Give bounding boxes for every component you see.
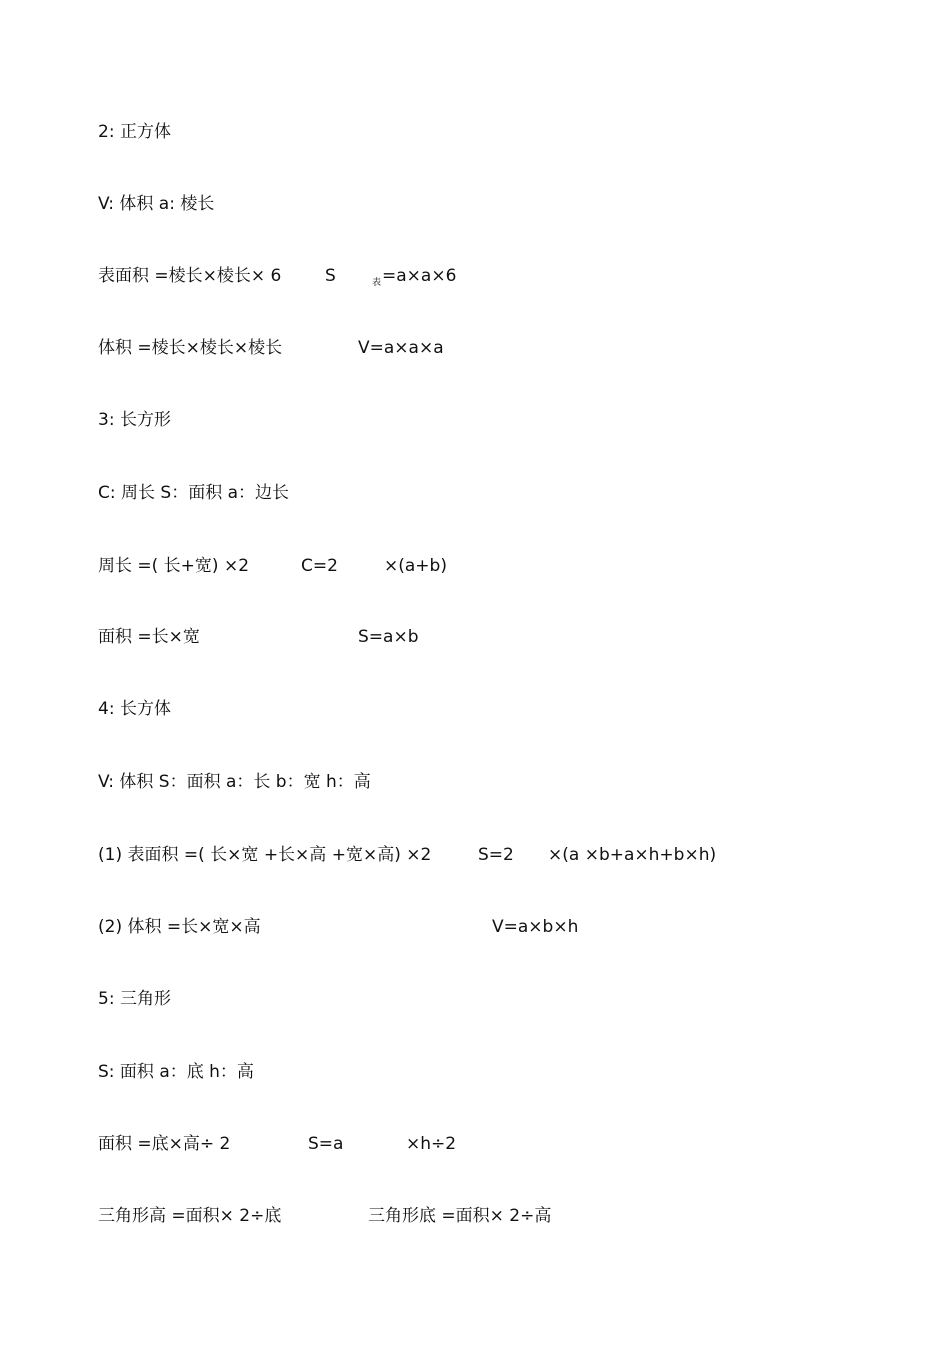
formula-expression: S=a×b bbox=[358, 627, 419, 647]
definition-text: V: 体积 S：面积 a：长 b：宽 h：高 bbox=[98, 772, 371, 792]
formula-expression: S=2 bbox=[478, 845, 514, 865]
heading-text: 4: 长方体 bbox=[98, 699, 171, 719]
heading-text: 2: 正方体 bbox=[98, 122, 171, 142]
subscript-label: 表 bbox=[372, 278, 382, 288]
formula-expression-tail: ×(a+b) bbox=[384, 556, 447, 576]
formula-symbol: S bbox=[325, 266, 336, 286]
formula-expression-tail: ×h÷2 bbox=[406, 1134, 457, 1154]
formula-expression: S=a bbox=[308, 1134, 344, 1154]
formula-words: 面积 =底×高÷ 2 bbox=[98, 1134, 231, 1154]
formula-expression: V=a×a×a bbox=[358, 338, 444, 358]
formula-expression: V=a×b×h bbox=[492, 917, 579, 937]
formula-words: 体积 =棱长×棱长×棱长 bbox=[98, 338, 283, 358]
formula-base: 三角形底 =面积× 2÷高 bbox=[368, 1206, 552, 1226]
formula-words: (2) 体积 =长×宽×高 bbox=[98, 917, 261, 937]
formula-words: 表面积 =棱长×棱长× 6 bbox=[98, 266, 282, 286]
heading-text: 5: 三角形 bbox=[98, 989, 171, 1009]
formula-words: 周长 =( 长+宽) ×2 bbox=[98, 556, 250, 576]
formula-height: 三角形高 =面积× 2÷底 bbox=[98, 1206, 282, 1226]
definition-text: C: 周长 S：面积 a：边长 bbox=[98, 483, 290, 503]
formula-expression: $_表$=a×a×6 bbox=[372, 266, 457, 288]
formula-expression: C=2 bbox=[301, 556, 338, 576]
formula-words: 面积 =长×宽 bbox=[98, 627, 200, 647]
formula-expression-tail: ×(a ×b+a×h+b×h) bbox=[548, 845, 717, 865]
heading-text: 3: 长方形 bbox=[98, 410, 171, 430]
formula-words: (1) 表面积 =( 长×宽 +长×高 +宽×高) ×2 bbox=[98, 845, 432, 865]
definition-text: V: 体积 a: 棱长 bbox=[98, 194, 215, 214]
definition-text: S: 面积 a：底 h：高 bbox=[98, 1062, 254, 1082]
